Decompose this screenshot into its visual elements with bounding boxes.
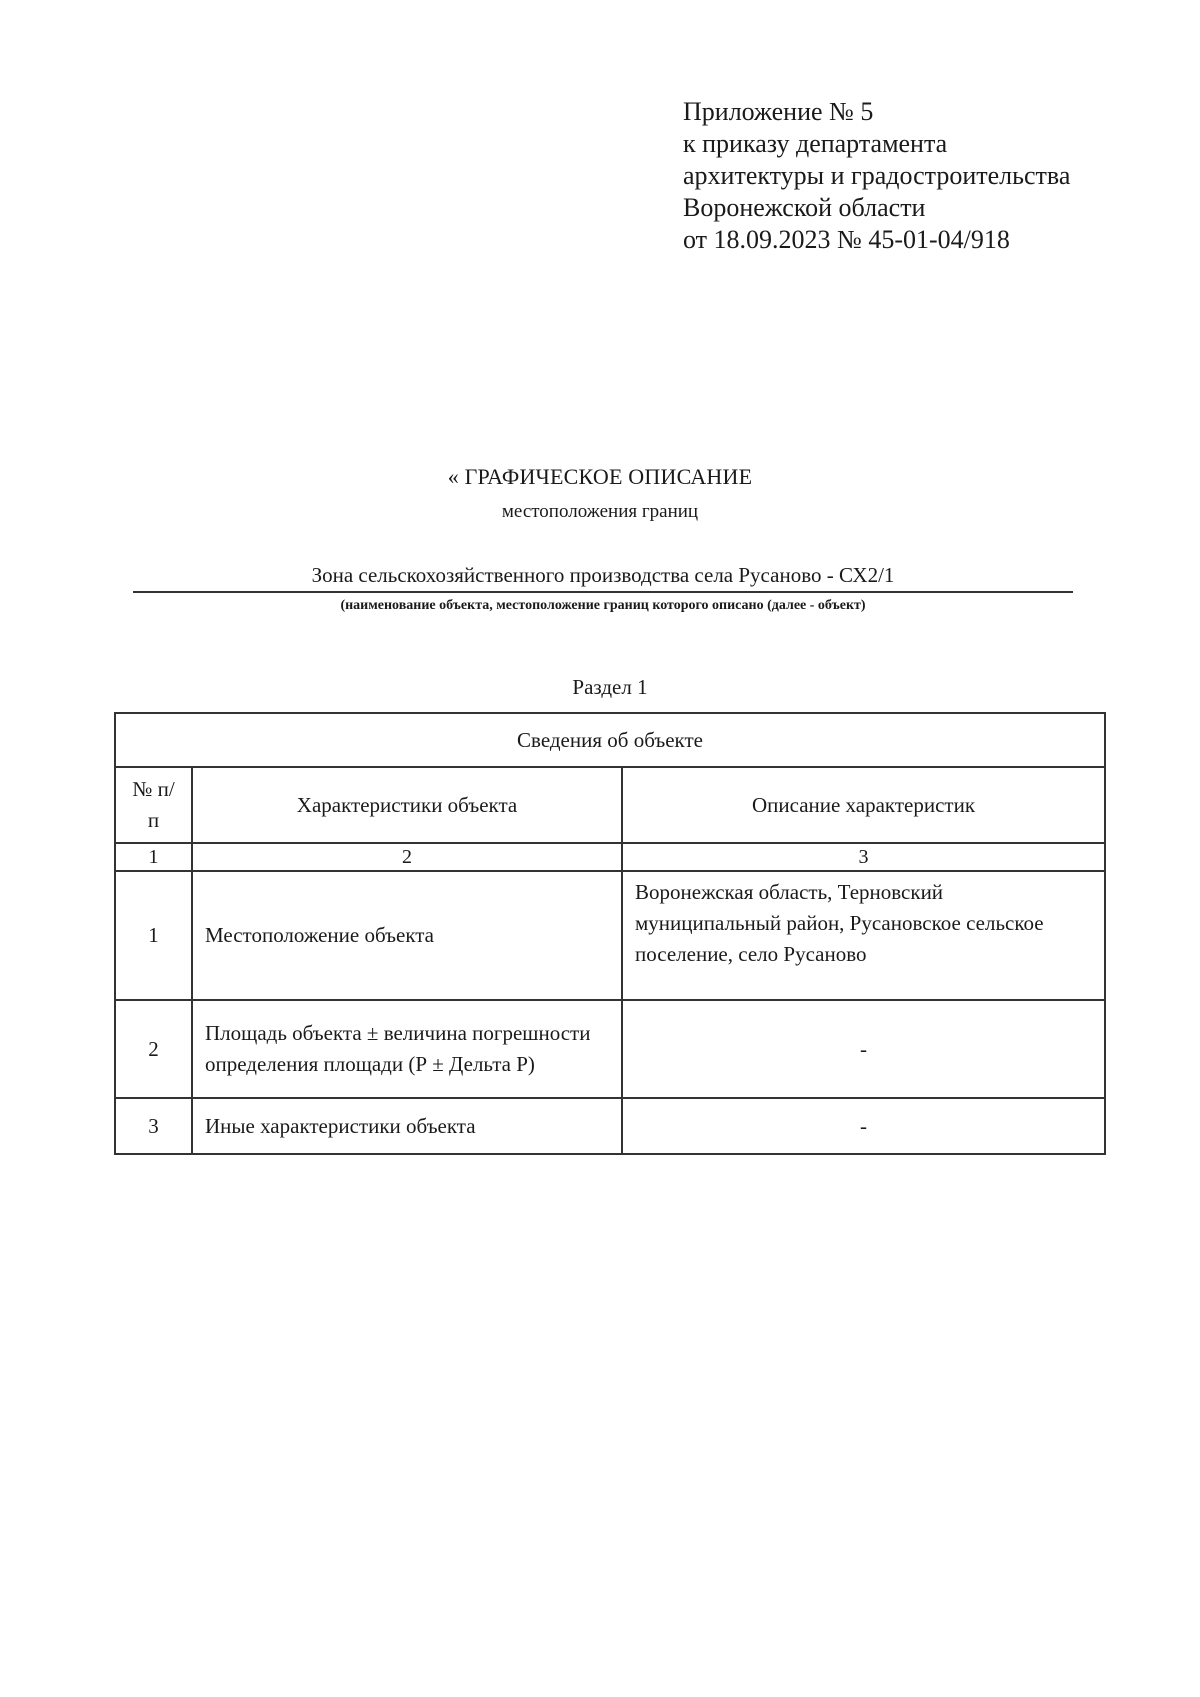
column-number-row [115, 843, 1105, 871]
row-characteristic: Площадь объекта ± величина погрешности определения площади (Р ± Дельта Р) [192, 1000, 622, 1098]
header-num: № п/п [115, 767, 192, 843]
document-subtitle: местоположения границ [501, 501, 699, 522]
table-caption: Сведения об объекте [115, 713, 1105, 767]
table-row [115, 1098, 1105, 1154]
row-description: - [622, 1098, 1105, 1154]
appendix-date-line: от 18.09.2023 № 45-01-04/918 [683, 225, 1010, 254]
appendix-header [683, 96, 1070, 256]
object-name-note: (наименование объекта, местоположение границ которого описано (далее - объект) [340, 598, 866, 613]
table-caption-row [115, 713, 1105, 767]
row-num: 1 [115, 871, 192, 1000]
appendix-line: архитектуры и градостроительства [683, 161, 1071, 190]
row-characteristic: Иные характеристики объекта [192, 1098, 622, 1154]
appendix-line: Приложение № 5 [683, 97, 874, 126]
object-info-table [114, 712, 1106, 1155]
table-header-row [115, 767, 1105, 843]
appendix-line: к приказу департамента [683, 129, 948, 158]
row-num: 3 [115, 1098, 192, 1154]
table-row [115, 1000, 1105, 1098]
column-number: 3 [622, 843, 1105, 871]
row-num: 2 [115, 1000, 192, 1098]
document-title: « ГРАФИЧЕСКОЕ ОПИСАНИЕ [447, 464, 753, 489]
header-characteristic: Характеристики объекта [192, 767, 622, 843]
row-description: - [622, 1000, 1105, 1098]
object-name: Зона сельскохозяйственного производства села Русаново - СХ2/1 [133, 560, 1073, 593]
section-label: Раздел 1 [572, 675, 648, 699]
appendix-line: Воронежской области [683, 193, 926, 222]
table-row [115, 871, 1105, 1000]
row-description: Воронежская область, Терновский муниципальный район, Русановское сельское поселение, село Русаново [622, 871, 1105, 1000]
column-number: 1 [115, 843, 192, 871]
header-description: Описание характеристик [622, 767, 1105, 843]
column-number: 2 [192, 843, 622, 871]
row-characteristic: Местоположение объекта [192, 871, 622, 1000]
